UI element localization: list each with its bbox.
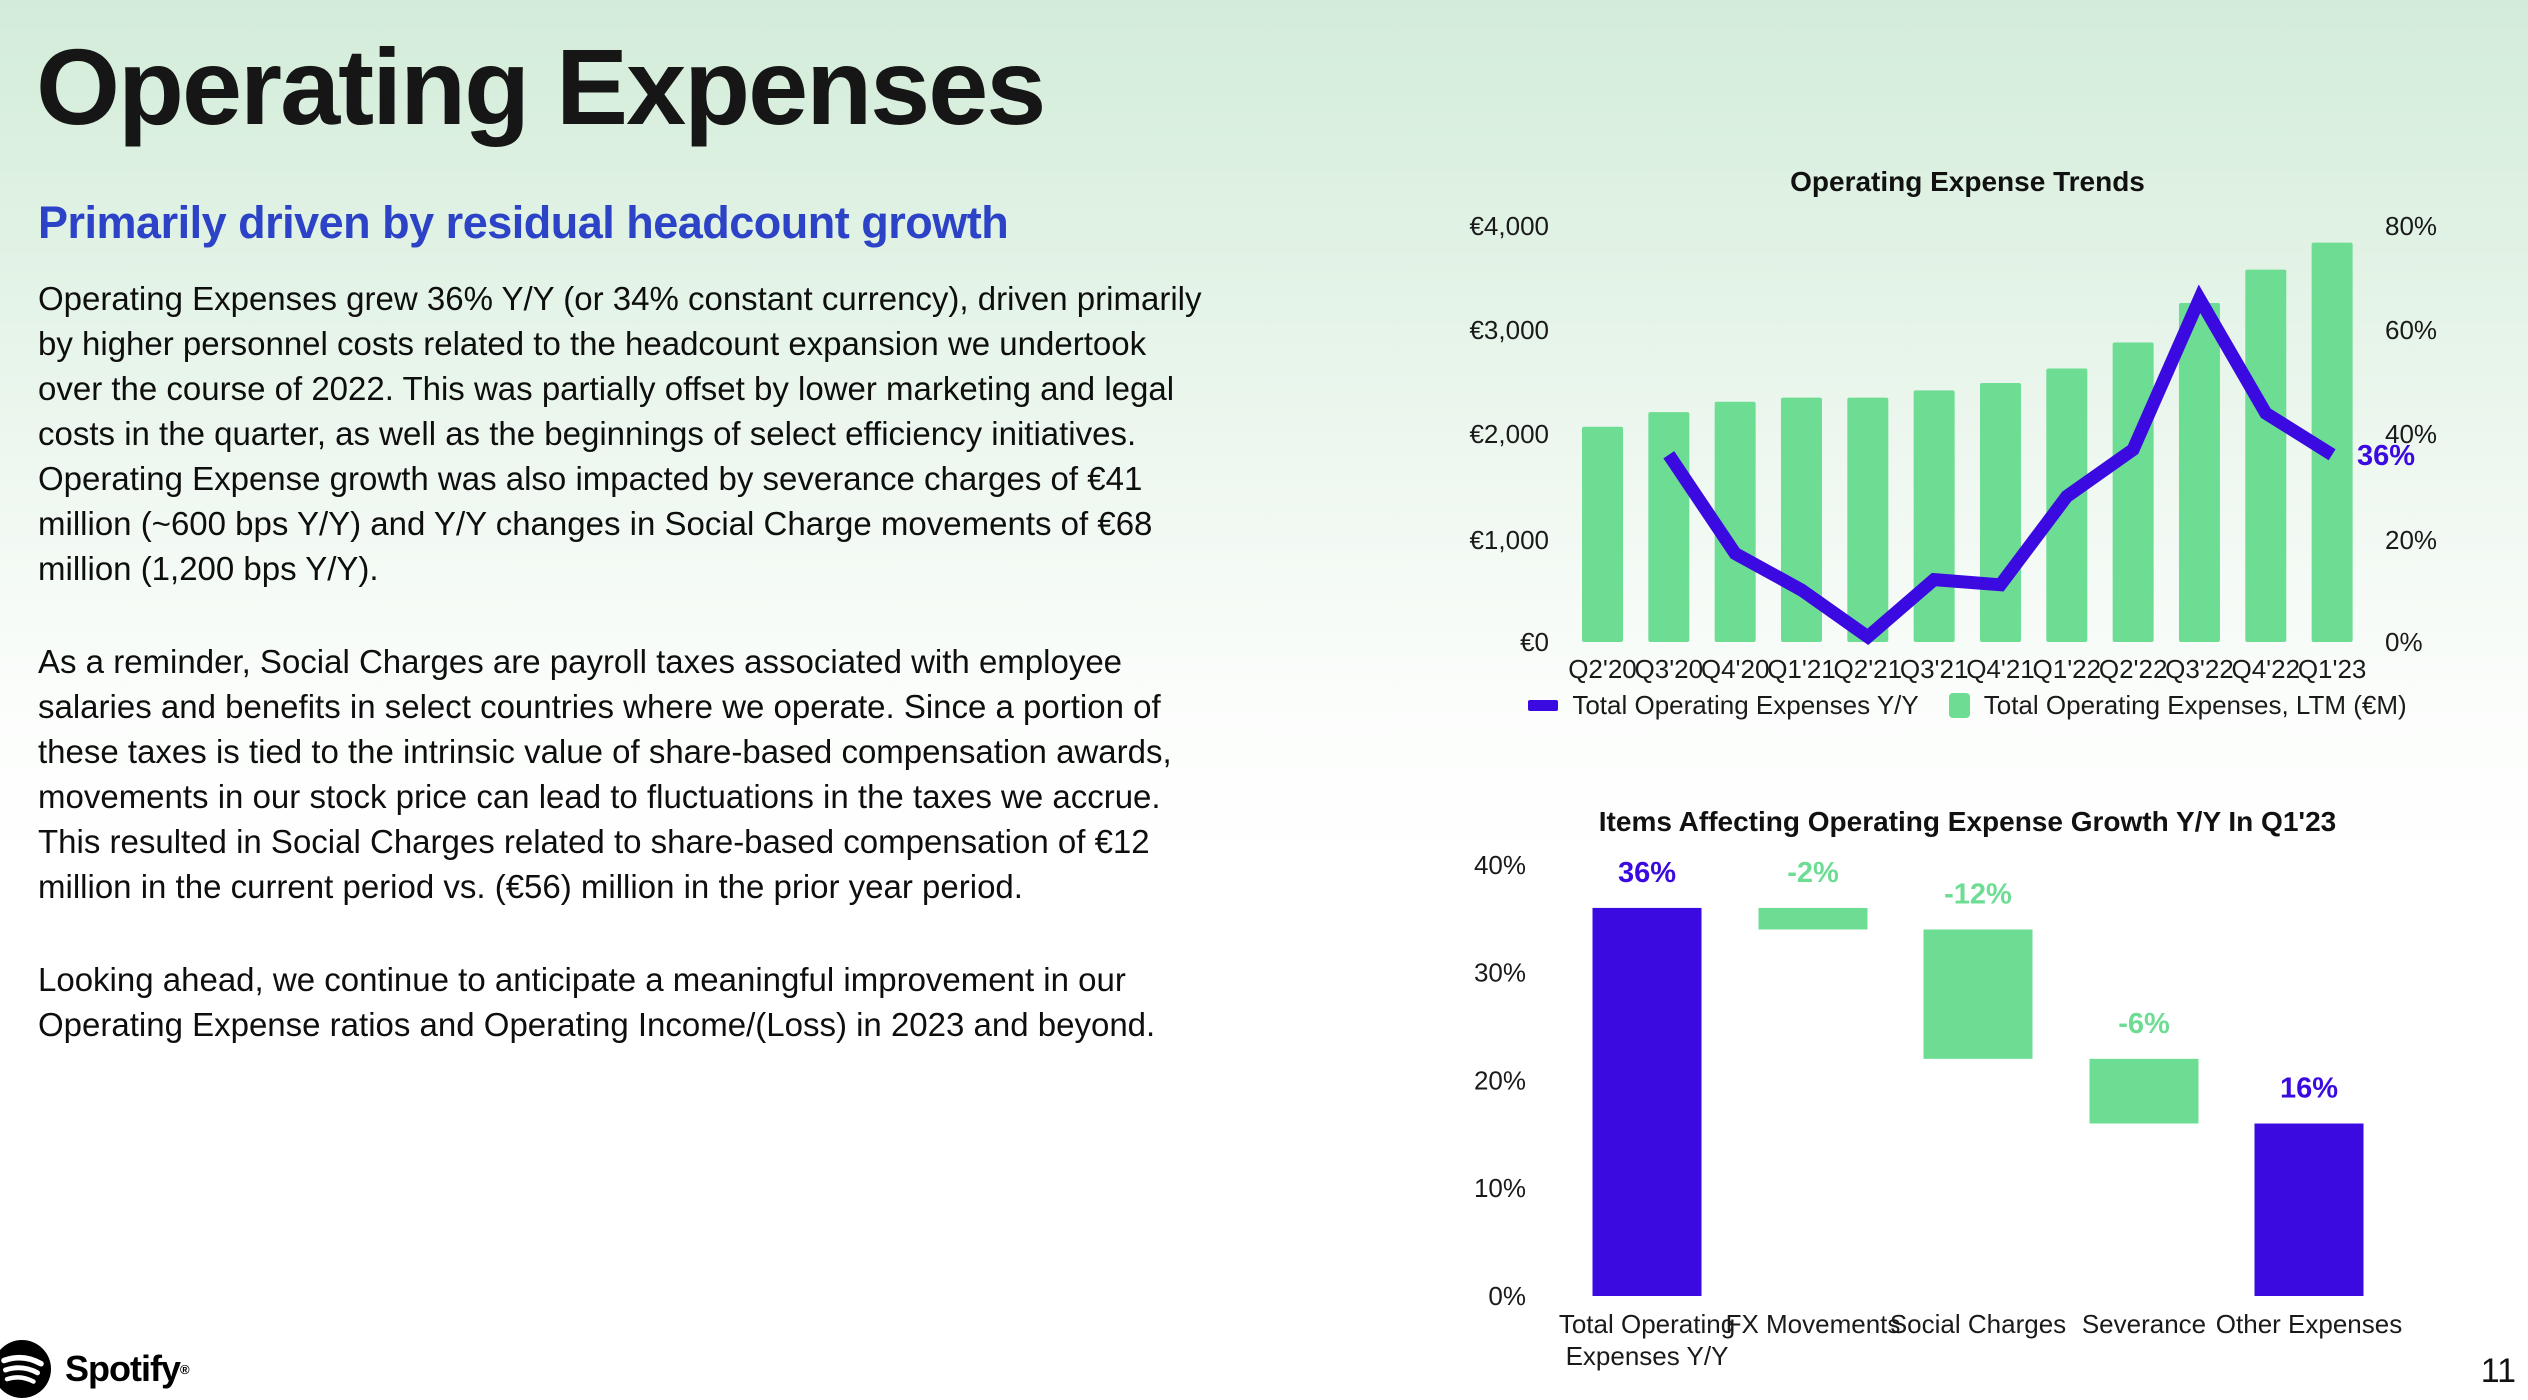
ltm-expense-bar bbox=[1648, 412, 1689, 642]
y-axis-tick: 40% bbox=[1473, 849, 1526, 880]
left-axis-tick: €3,000 bbox=[1469, 315, 1549, 345]
left-axis-tick: €4,000 bbox=[1469, 211, 1549, 241]
body-paragraph-3: Looking ahead, we continue to anticipate a meaningful improvement in our Operating Expense ratios and Operating Income/(Loss) in 2023 and beyond. bbox=[38, 961, 1156, 1043]
bar-value-label: -2% bbox=[1787, 856, 1839, 889]
bar-value-label: 36% bbox=[1617, 856, 1677, 889]
x-axis-tick: Q1'23 bbox=[2297, 654, 2367, 684]
waterfall-bar bbox=[1924, 929, 2033, 1058]
waterfall-chart-title: Items Affecting Operating Expense Growth Y/Y In Q1'23 bbox=[1598, 806, 2337, 837]
page-subtitle: Primarily driven by residual headcount growth bbox=[38, 197, 1009, 248]
trends-chart-title: Operating Expense Trends bbox=[1790, 166, 2145, 197]
y-axis-tick: 30% bbox=[1473, 957, 1526, 988]
left-axis-tick: €1,000 bbox=[1469, 525, 1549, 555]
body-paragraph-2: As a reminder, Social Charges are payroll taxes associated with employee salaries and benefits in select countries where we operate. Since a portion of these taxes is tied to the intrinsic value of share-based compensation awards, movements in our stock price can lead to fluctuations in the taxes we accrue. This resulted in Social Charges related to share-based compensation of €12 million in the current period vs. (€56) million in the prior year period. bbox=[38, 643, 1172, 905]
waterfall-bar bbox=[2255, 1124, 2364, 1296]
waterfall-bar bbox=[1593, 908, 1702, 1296]
y-axis-tick: 10% bbox=[1473, 1173, 1526, 1204]
x-axis-tick: Social Charges bbox=[1889, 1309, 2067, 1339]
x-axis-tick: Q4'22 bbox=[2231, 654, 2301, 684]
ltm-expense-bar bbox=[2179, 303, 2220, 642]
right-axis-tick: 80% bbox=[2385, 211, 2438, 241]
opex-growth-waterfall-chart bbox=[1473, 840, 2490, 1385]
registered-mark: ® bbox=[180, 1361, 190, 1377]
legend-label: Total Operating Expenses, LTM (€M) bbox=[1983, 690, 2407, 720]
operating-expense-trends-chart bbox=[1469, 200, 2480, 700]
y-axis-tick: 20% bbox=[1473, 1065, 1526, 1096]
x-axis-tick: Other Expenses bbox=[2215, 1309, 2403, 1339]
x-axis-tick: Q2'21 bbox=[1833, 654, 1903, 684]
spotify-icon bbox=[0, 1336, 57, 1400]
ltm-expense-bar bbox=[2245, 270, 2286, 642]
x-axis-tick: Q1'21 bbox=[1767, 654, 1836, 684]
right-axis-tick: 60% bbox=[2385, 315, 2438, 345]
x-axis-tick: Q4'21 bbox=[1966, 654, 2035, 684]
bar-value-label: -6% bbox=[2118, 1007, 2170, 1040]
ltm-expense-bar bbox=[1980, 383, 2021, 642]
bar-value-label: -12% bbox=[1944, 878, 2012, 911]
page-title: Operating Expenses bbox=[36, 26, 1045, 147]
page-number: 11 bbox=[2480, 1352, 2516, 1390]
ltm-expense-bar bbox=[1847, 398, 1888, 642]
x-axis-tick: Severance bbox=[2081, 1309, 2207, 1339]
legend-item-yoy bbox=[1528, 690, 1918, 721]
right-axis-tick: 0% bbox=[2385, 627, 2423, 657]
ltm-expense-bar bbox=[1582, 427, 1623, 642]
trends-chart-legend bbox=[1480, 690, 2455, 721]
bar-series-swatch bbox=[1949, 693, 1970, 718]
x-axis-tick: Q2'20 bbox=[1568, 654, 1637, 684]
bar-value-label: 16% bbox=[2279, 1072, 2339, 1105]
line-series-swatch bbox=[1528, 700, 1558, 711]
waterfall-bar bbox=[1759, 908, 1868, 930]
left-axis-tick: €0 bbox=[1520, 627, 1549, 657]
spotify-wordmark: Spotify bbox=[65, 1348, 180, 1389]
ltm-expense-bar bbox=[2113, 342, 2154, 642]
right-axis-tick: 20% bbox=[2385, 525, 2438, 555]
ltm-expense-bar bbox=[1914, 390, 1955, 642]
x-axis-tick: Q3'21 bbox=[1899, 654, 1969, 684]
x-axis-tick: Total Operating bbox=[1558, 1309, 1736, 1339]
y-axis-tick: 0% bbox=[1488, 1281, 1526, 1311]
left-axis-tick: €2,000 bbox=[1469, 419, 1549, 449]
body-copy bbox=[38, 276, 1208, 1095]
x-axis-tick: Q1'22 bbox=[2032, 654, 2102, 684]
x-axis-tick: Q3'20 bbox=[1634, 654, 1704, 684]
body-paragraph-1: Operating Expenses grew 36% Y/Y (or 34% constant currency), driven primarily by higher personnel costs related to the headcount expansion we undertook over the course of 2022. This was partially offset by lower marketing and legal costs in the quarter, as well as the beginnings of select efficiency initiatives. Operating Expense growth was also impacted by severance charges of €41 million (~600 bps Y/Y) and Y/Y changes in Social Charge movements of €68 million (1,200 bps Y/Y). bbox=[38, 280, 1202, 587]
x-axis-tick: FX Movements bbox=[1725, 1309, 1901, 1339]
x-axis-tick: Q2'22 bbox=[2098, 654, 2168, 684]
x-axis-tick: Q3'22 bbox=[2165, 654, 2234, 684]
waterfall-bar bbox=[2090, 1059, 2199, 1124]
right-axis-tick: 40% bbox=[2385, 419, 2438, 449]
legend-label: Total Operating Expenses Y/Y bbox=[1572, 690, 1919, 720]
x-axis-tick: Expenses Y/Y bbox=[1565, 1341, 1729, 1371]
spotify-logo bbox=[0, 1336, 190, 1400]
line-end-value-label: 36% bbox=[2357, 440, 2416, 472]
x-axis-tick: Q4'20 bbox=[1700, 654, 1770, 684]
legend-item-ltm bbox=[1949, 690, 2407, 721]
